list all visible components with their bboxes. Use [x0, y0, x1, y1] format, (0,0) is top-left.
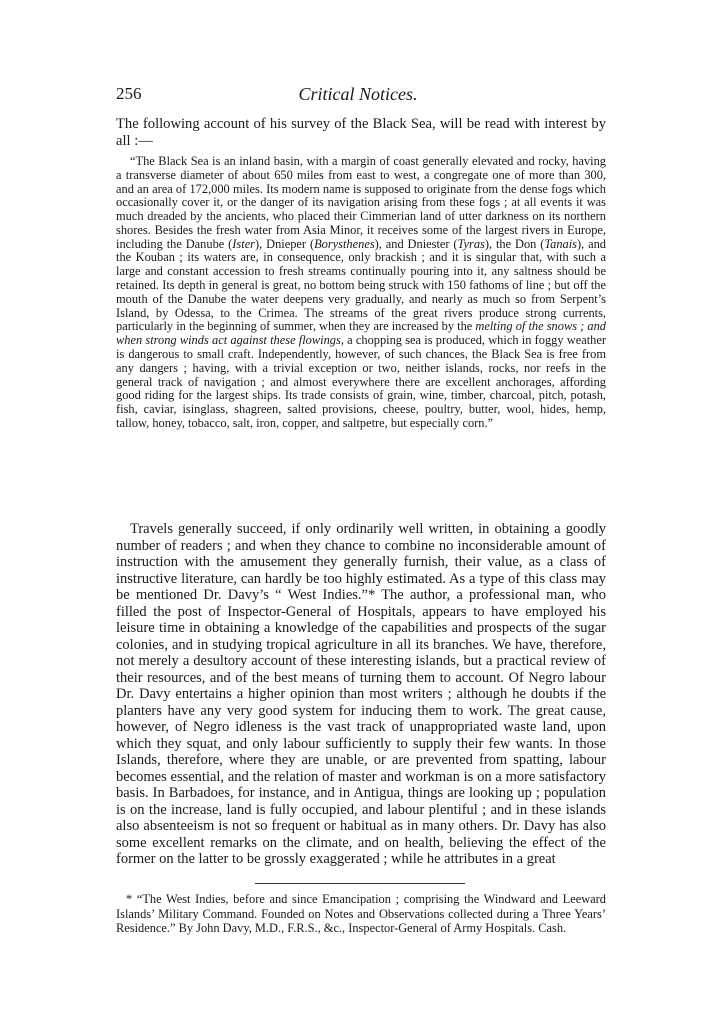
quote-text-4: ), the Don (: [484, 236, 545, 251]
quote-italic-borysthenes: Borysthenes: [314, 236, 375, 251]
quote-italic-melting: melting of the snows ; and when strong winds act against these flowings: [116, 319, 606, 348]
quote-italic-ister: Ister: [232, 236, 256, 251]
running-title: Critical Notices.: [298, 84, 418, 104]
quote-text-3: ), and Dniester (: [374, 236, 458, 251]
quote-text-6: , a chopping sea is produced, which in foggy weather is dangerous to small craft. Independently, however, of such chances, the Black Sea is free from any dangers ; having, with a trivial exception or two, neither islands, rocks, nor reefs in the general track of navigation ; and almost everywhere there are excellent anchorages, affording good riding for the largest ships. Its trade consists of grain, wine, timber, charcoal, pitch, potash, fish, caviar, isinglass, shagreen, salted provisions, cheese, poultry, butter, wool, hides, hemp, tallow, honey, tobacco, salt, iron, copper, and saltpetre, but especially corn.”: [116, 333, 606, 430]
page-number: 256: [116, 84, 142, 103]
quote-italic-tyras: Tyras: [457, 236, 485, 251]
intro-paragraph: The following account of his survey of the Black Sea, will be read with interest by all :—: [116, 116, 606, 149]
quote-text-5: ), and the Kouban ; its waters are, in consequence, only brackish ; and it is singular that, with such a large and constant accession to fresh streams continually pouring into it, any saltness should be retained. Its depth in general is great, no bottom being struck with 150 fathoms of line ; but off the mouth of the Danube the water deepens very gradually, and nearly as much so from Serpent’s Island, by Odessa, to the Crimea. The streams of the great rivers produce strong currents, particularly in the beginning of summer, when they are increased by the: [116, 236, 606, 334]
footnote-divider: [255, 883, 465, 884]
black-sea-quotation: [116, 155, 606, 431]
travels-paragraph: Travels generally succeed, if only ordinarily well written, in obtaining a goodly number of readers ; and when they chance to combine no inconsiderable amount of instruction with the amusement they generally furnish, their value, as a class of instructive literature, can hardly be too highly estimated. As a type of this class may be mentioned Dr. Davy’s “ West Indies.”* The author, a professional man, who filled the post of Inspector-General of Hospitals, appears to have employed his leisure time in obtaining a knowledge of the capabilities and prospects of the sugar colonies, and in studying tropical agriculture in all its branches. We have, therefore, not merely a desultory account of these interesting islands, but a practical review of their resources, and of the best means of turning them to account. Of Negro labour Dr. Davy entertains a higher opinion than most writers ; although he doubts if the planters have any very good system for inducing them to work. The great cause, however, of Negro idleness is the vast track of unappropriated waste land, upon which they squat, and only labour sufficiently to supply their few wants. In those Islands, therefore, where they are unable, or are prevented from spatting, labour becomes essential, and the relation of master and workman is on a more satisfactory basis. In Barbadoes, for instance, and in Antigua, things are looking up ; population is on the increase, land is fully occupied, and labour plentiful ; and in these islands also absenteeism is not so frequent or habitual as in many others. Dr. Davy has also some excellent remarks on the climate, and on health, believing the effect of the former on the latter to be grossly exaggerated ; while he attributes in a great: [116, 521, 606, 867]
quote-italic-tanais: Tanais: [544, 236, 577, 251]
footnote: * “The West Indies, before and since Emancipation ; comprising the Windward and Leeward Islands’ Military Command. Founded on Notes and Observations collected during a Three Years’ Residence.” By John Davy, M.D., F.R.S., &c., Inspector-General of Army Hospitals. Cash.: [116, 892, 606, 936]
quote-text-2: ), Dnieper (: [255, 236, 315, 251]
page-header: [116, 84, 600, 106]
quote-text-1: “The Black Sea is an inland basin, with a margin of coast generally elevated and rocky, having a transverse diameter of about 650 miles from east to west, a congregate one of more than 300, and an area of 172,000 miles. Its modern name is supposed to originate from the dense fogs which occasionally cover it, or the danger of its navigation arising from these fogs ; at all events it was much dreaded by the ancients, who placed their Cimmerian land of utter darkness on its northern shores. Besides the fresh water from Asia Minor, it receives some of the largest rivers in Europe, including the Danube (: [116, 154, 606, 251]
